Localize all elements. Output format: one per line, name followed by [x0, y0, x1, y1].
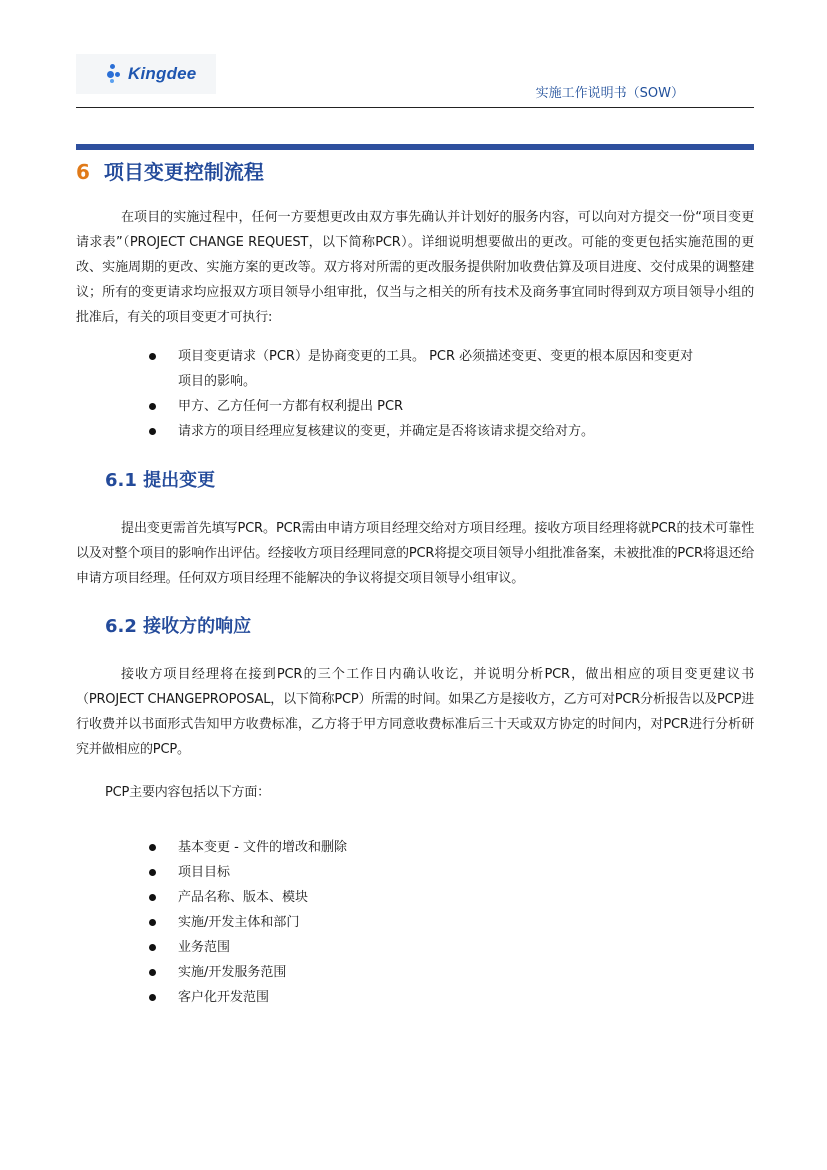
document-title: 实施工作说明书（SOW） — [535, 86, 684, 101]
section-number: 6 — [76, 160, 90, 184]
list-item-text: 客户化开发范围 — [178, 990, 270, 1005]
bullet-icon — [149, 894, 156, 901]
list-item — [76, 985, 754, 1010]
section-6-2-heading: 6.2 接收方的响应 — [105, 616, 252, 637]
bullet-icon — [149, 944, 156, 951]
list-item-text: 项目目标 — [178, 865, 231, 880]
list-item — [76, 885, 754, 910]
section-title: 项目变更控制流程 — [103, 160, 264, 184]
list-item-text: 产品名称、版本、模块 — [178, 890, 309, 905]
list-item — [76, 910, 754, 935]
section-6-1-heading: 6.1 提出变更 — [105, 470, 216, 491]
bullet-icon — [149, 428, 156, 435]
bullet-icon — [149, 969, 156, 976]
list-item-text: 实施/开发主体和部门 — [178, 915, 300, 930]
list-item — [76, 860, 754, 885]
list-item-text: 项目变更请求（PCR）是协商变更的工具。 PCR 必须描述变更、变更的根本原因和变更对 — [178, 349, 694, 364]
list-item — [76, 419, 754, 444]
header-divider — [76, 107, 754, 108]
list-item — [76, 835, 754, 860]
list-item-text: 请求方的项目经理应复核建议的变更，并确定是否将该请求提交给对方。 — [178, 424, 595, 439]
bullet-icon — [149, 994, 156, 1001]
section-6-intro: 在项目的实施过程中，任何一方要想更改由双方事先确认并计划好的服务内容，可以向对方提交一份“项目变更请求表”（PROJECT CHANGE REQUEST，以下简称PCR）。详细说明想要做出的更改。可能的变更包括实施范围的更改、实施周期的更改、实施方案的更改等。双方将对所需的更改服务提供附加收费估算及项目进度、交付成果的调整建议；所有的变更请求均应报双方项目领导小组审批，仅当与之相关的所有技术及商务事宜同时得到双方项目领导小组的批准后，有关的项目变更才可执行: — [76, 210, 754, 325]
kingdee-logo — [76, 54, 216, 94]
list-item-text-continued: 项目的影响。 — [178, 374, 257, 389]
pcp-intro: PCP主要内容包括以下方面： — [105, 785, 270, 800]
section-6-heading — [76, 155, 754, 189]
pcr-bullet-list — [76, 344, 754, 444]
bullet-icon — [149, 919, 156, 926]
bullet-icon — [149, 403, 156, 410]
list-item-text: 基本变更 - 文件的增改和删除 — [178, 840, 347, 855]
section-6-2-body: 接收方项目经理将在接到PCR的三个工作日内确认收讫，并说明分析PCR，做出相应的项目变更建议书（PROJECT CHANGEPROPOSAL，以下简称PCP）所需的时间。如果乙方是接收方，乙方可对PCR分析报告以及PCP进行收费并以书面形式告知甲方收费标准，乙方将于甲方同意收费标准后三十天或双方协定的时间内，对PCR进行分析研究并做相应的PCP。 — [76, 667, 754, 757]
page-content — [76, 150, 754, 1010]
bullet-icon — [149, 844, 156, 851]
list-item — [76, 935, 754, 960]
bullet-icon — [149, 353, 156, 360]
kingdee-logo-icon — [104, 60, 126, 88]
pcp-content-list — [76, 835, 754, 1010]
list-item-text: 甲方、乙方任何一方都有权利提出 PCR — [178, 399, 404, 414]
list-item — [76, 394, 754, 419]
list-item-text: 业务范围 — [178, 940, 231, 955]
bullet-icon — [149, 869, 156, 876]
list-item-text: 实施/开发服务范围 — [178, 965, 287, 980]
list-item — [76, 344, 754, 394]
section-6-1-body: 提出变更需首先填写PCR。PCR需由申请方项目经理交给对方项目经理。接收方项目经理将就PCR的技术可靠性以及对整个项目的影响作出评估。经接收方项目经理同意的PCR将提交项目领导小组批准备案，未被批准的PCR将退还给申请方项目经理。任何双方项目经理不能解决的争议将提交项目领导小组审议。 — [76, 521, 754, 586]
logo-text: Kingdee — [128, 64, 197, 83]
list-item — [76, 960, 754, 985]
